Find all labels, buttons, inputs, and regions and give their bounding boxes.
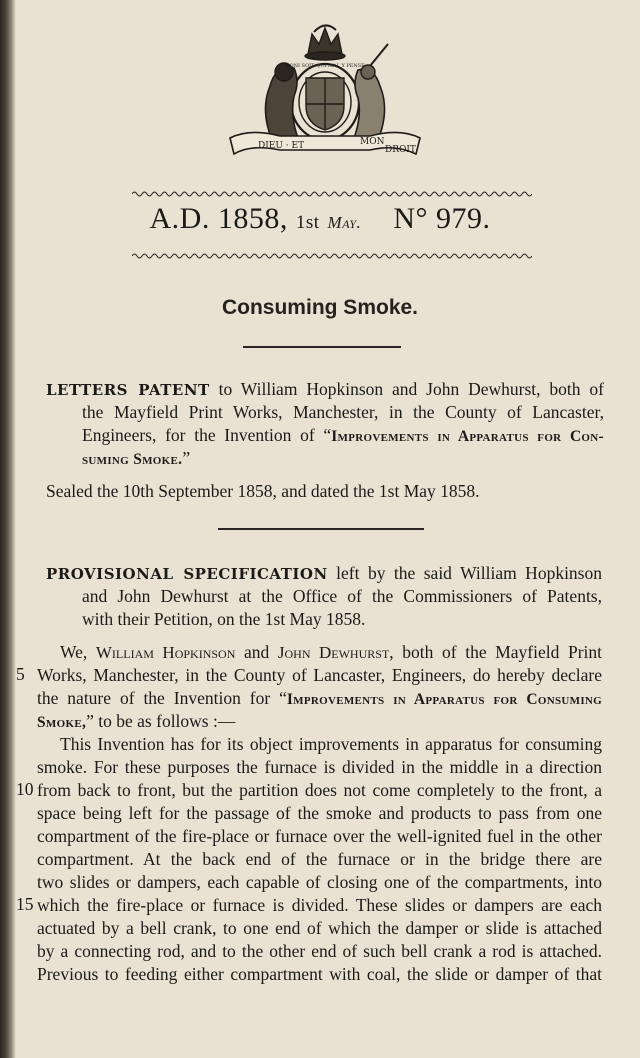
provisional-line-1: PROVISIONAL SPECIFICATION left by the said William Hopkinson [46,563,602,583]
wavy-rule-top [132,190,532,198]
body-line-11: two slides or dampers, each capable of closing one of the compartments, into [37,872,602,892]
line-number-10: 10 [16,779,34,799]
body-line-6: smoke. For these purposes the furnace is divided in the middle in a direction [37,757,602,777]
body-line-10: compartment. At the back end of the furnace or in the bridge there are [37,849,602,869]
number-label: N° [393,202,428,235]
year-prefix: A.D. [149,202,210,235]
month: May. [327,213,362,232]
body-line-1: We, William Hopkinson and John Dewhurst, both of the Mayfield Print [60,642,603,662]
body-line-12: which the fire-place or furnace is divided. These slides or dampers are each [37,895,602,915]
wavy-rule-bottom [132,252,532,260]
body-line-3: the nature of the Invention for “Improvements in Apparatus for Consuming [37,688,602,708]
year: 1858, [217,202,288,235]
patent-number: 979. [435,202,491,235]
body-line-7: from back to front, but the partition does not come completely to the front, a [37,780,602,800]
sealed-line: Sealed the 10th September 1858, and dated the 1st May 1858. [46,481,480,501]
body-line-14: by a connecting rod, and to the other end of such bell crank a rod is attached. [37,941,602,961]
royal-coat-of-arms [220,20,430,160]
line-number-15: 15 [16,894,34,914]
document-title: Consuming Smoke. [221,296,419,319]
body-line-9: compartment of the fire-place or furnace over the well-ignited fuel in the other [37,826,602,846]
letters-patent-line-2: the Mayfield Print Works, Manchester, in the County of Lancaster, [82,402,604,422]
body-line-2: Works, Manchester, in the County of Lancaster, Engineers, do hereby declare [37,665,602,685]
motto-droit: DROIT [385,145,416,155]
motto-mon: MON [360,137,385,147]
body-line-8: space being left for the passage of the smoke and products to pass from one [37,803,602,823]
divider-rule-2 [218,528,424,530]
body-line-5: This Invention has for its object improvements in apparatus for consuming [60,734,602,754]
motto-dieu: DIEU · ET [258,141,305,151]
body-line-13: actuated by a bell crank, to one end of which the damper or slide is attached [37,918,602,938]
letters-patent-line-1: LETTERS PATENT to William Hopkinson and John Dewhurst, both of [46,379,605,399]
line-number-5: 5 [16,664,25,684]
divider-rule-1 [243,346,401,348]
provisional-line-2: and John Dewhurst at the Office of the Commissioners of Patents, [82,586,602,606]
provisional-line-3: with their Petition, on the 1st May 1858. [82,609,366,629]
garter-motto: HONI SOIT QUI MAL Y PENSE [285,63,365,69]
patent-date-line [0,202,640,236]
letters-patent-line-3: Engineers, for the Invention of “Improvements in Apparatus for Con- [82,425,604,445]
body-line-4: Smoke,” to be as follows :— [37,711,236,731]
letters-patent-line-4: suming Smoke.” [82,448,191,468]
body-line-15: Previous to feeding either compartment with coal, the slide or damper of that [37,964,602,984]
day: 1st [295,212,320,233]
